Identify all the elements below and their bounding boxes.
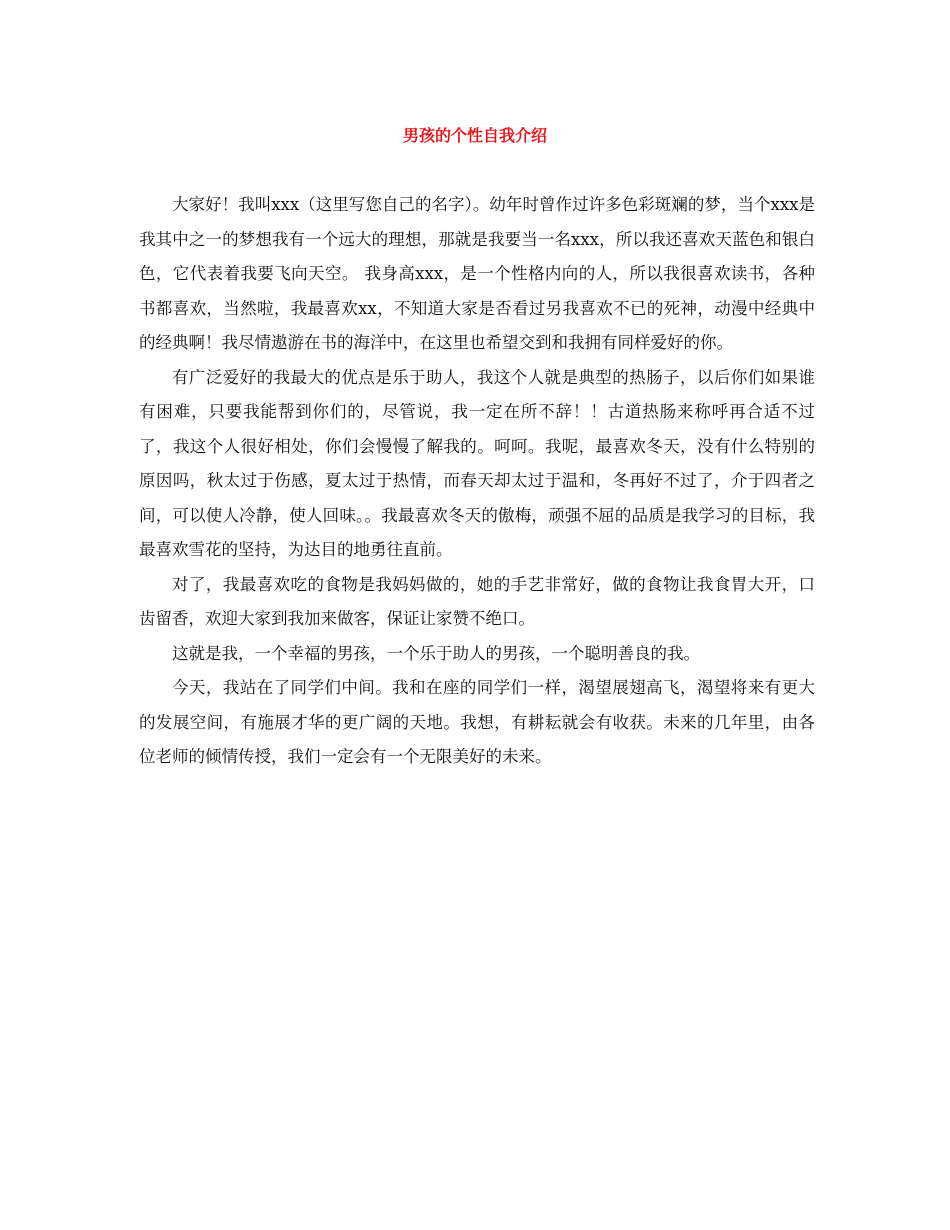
paragraph-4: 这就是我，一个幸福的男孩，一个乐于助人的男孩，一个聪明善良的我。 [172, 643, 700, 663]
document-body [139, 188, 815, 775]
document-title: 男孩的个性自我介绍 [402, 126, 547, 145]
paragraph-2: 有广泛爱好的我最大的优点是乐于助人，我这个人就是典型的热肠子，以后你们如果谁有困难，只要我能帮到你们的，尽管说，我一定在所不辞！！古道热肠来称呼再合适不过了，我这个人很好相处，你们会慢慢了解我的。呵呵。我呢，最喜欢冬天，没有什么特别的原因吗，秋太过于伤感，夏太过于热情，而春天却太过于温和，冬再好不过了，介于四者之间，可以使人冷静，使人回味。。我最喜欢冬天的傲梅，顽强不屈的品质是我学习的目标，我最喜欢雪花的坚持，为达目的地勇往直前。 [139, 367, 815, 559]
paragraph-1: 大家好！我叫xxx（这里写您自己的名字）。幼年时曾作过许多色彩斑斓的梦，当个xxx是我其中之一的梦想我有一个远大的理想，那就是我要当一名xxx，所以我还喜欢天蓝色和银白色，它代表着我要飞向天空。 我身高xxx，是一个性格内向的人，所以我很喜欢读书，各种书都喜欢，当然啦，我最喜欢xx，不知道大家是否看过另我喜欢不已的死神，动漫中经典中的经典啊！我尽情遨游在书的海洋中，在这里也希望交到和我拥有同样爱好的你。 [139, 195, 815, 352]
paragraph-5: 今天，我站在了同学们中间。我和在座的同学们一样，渴望展翅高飞，渴望将来有更大的发展空间，有施展才华的更广阔的天地。我想，有耕耘就会有收获。未来的几年里，由各位老师的倾情传授，我们一定会有一个无限美好的未来。 [139, 678, 815, 766]
paragraph-3: 对了，我最喜欢吃的食物是我妈妈做的，她的手艺非常好，做的食物让我食胃大开，口齿留香，欢迎大家到我加来做客，保证让家赞不绝口。 [139, 574, 815, 628]
